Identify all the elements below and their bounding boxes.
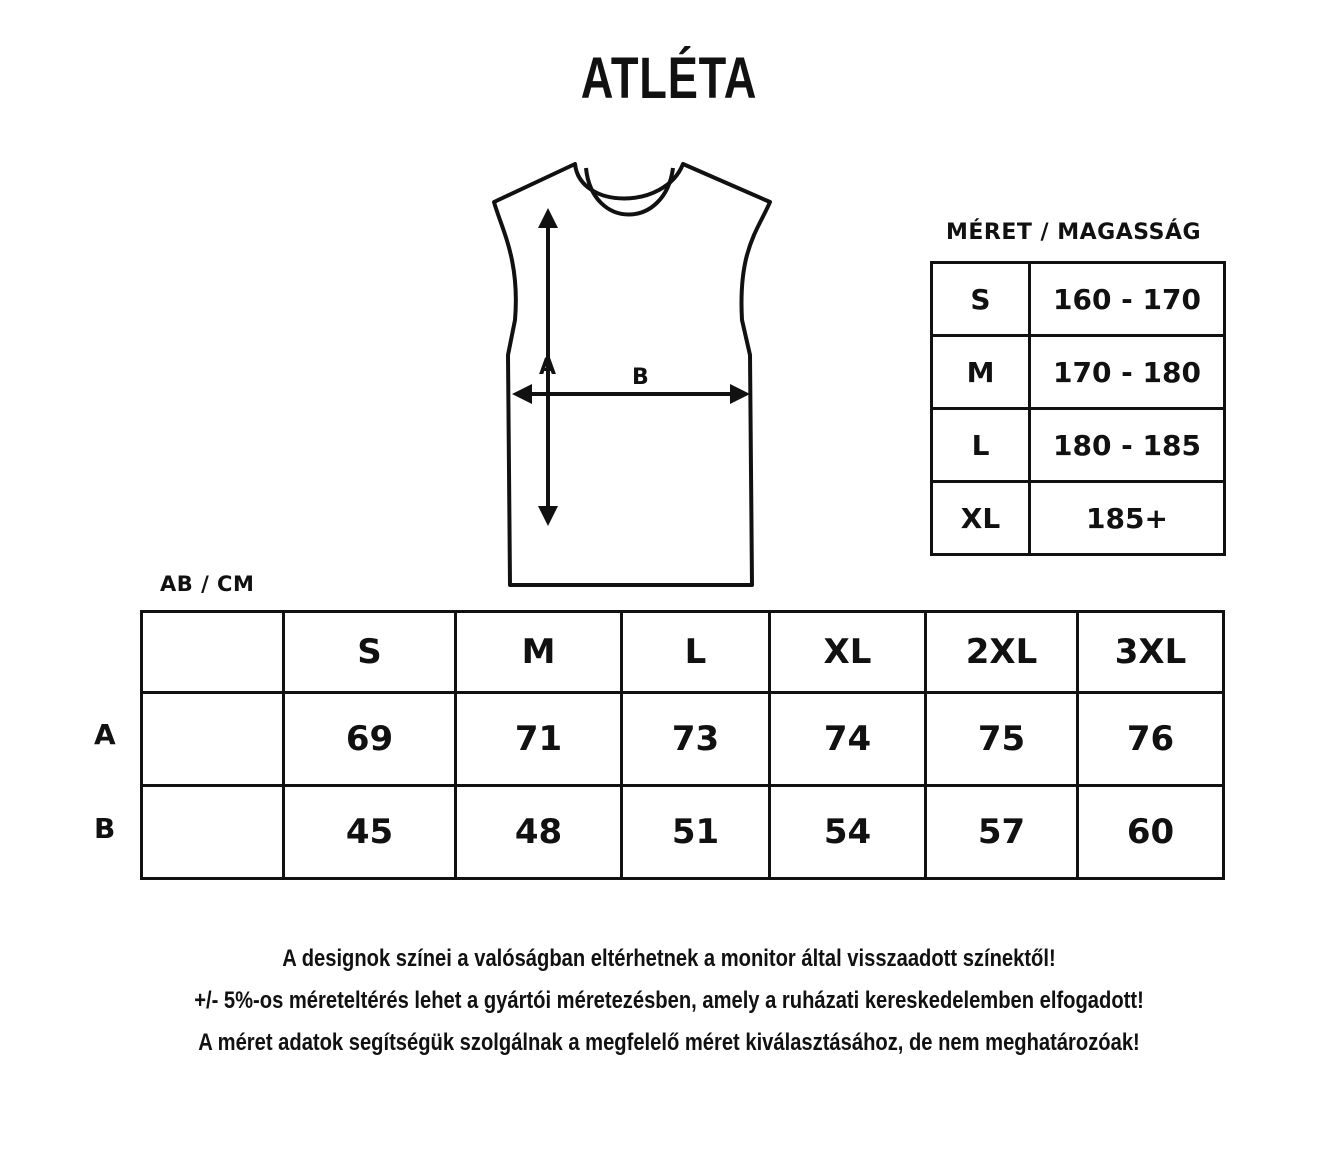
value-cell: 69 bbox=[284, 693, 456, 786]
diagram-label-a: A bbox=[539, 355, 557, 380]
row-label-b: B bbox=[94, 812, 116, 845]
tank-top-outline-icon bbox=[480, 150, 780, 595]
value-cell: 45 bbox=[284, 786, 456, 879]
disclaimer-notes bbox=[0, 938, 1338, 1064]
value-cell: 75 bbox=[926, 693, 1078, 786]
table-row bbox=[142, 693, 1224, 786]
column-header: XL bbox=[770, 612, 926, 693]
value-cell: 57 bbox=[926, 786, 1078, 879]
empty-label-cell bbox=[142, 693, 284, 786]
height-range-cell: 170 - 180 bbox=[1030, 336, 1225, 409]
row-label-a: A bbox=[94, 718, 116, 751]
note-line: +/- 5%-os méreteltérés lehet a gyártói méretezésben, amely a ruházati kereskedelemben elfogadott! bbox=[194, 987, 1144, 1014]
height-range-cell: 180 - 185 bbox=[1030, 409, 1225, 482]
table-row bbox=[932, 263, 1225, 336]
value-cell: 54 bbox=[770, 786, 926, 879]
height-size-cell: L bbox=[932, 409, 1030, 482]
height-table bbox=[930, 261, 1226, 556]
height-size-cell: S bbox=[932, 263, 1030, 336]
page-title: ATLÉTA bbox=[580, 46, 758, 111]
value-cell: 71 bbox=[456, 693, 622, 786]
table-row bbox=[932, 482, 1225, 555]
value-cell: 51 bbox=[622, 786, 770, 879]
value-cell: 73 bbox=[622, 693, 770, 786]
column-header: S bbox=[284, 612, 456, 693]
height-size-cell: XL bbox=[932, 482, 1030, 555]
size-table-title: AB / CM bbox=[160, 572, 255, 596]
value-cell: 74 bbox=[770, 693, 926, 786]
size-table bbox=[140, 610, 1225, 880]
column-header: L bbox=[622, 612, 770, 693]
value-cell: 48 bbox=[456, 786, 622, 879]
column-header: M bbox=[456, 612, 622, 693]
value-cell: 60 bbox=[1078, 786, 1224, 879]
height-range-cell: 160 - 170 bbox=[1030, 263, 1225, 336]
column-header: 3XL bbox=[1078, 612, 1224, 693]
column-header: 2XL bbox=[926, 612, 1078, 693]
value-cell: 76 bbox=[1078, 693, 1224, 786]
table-row bbox=[932, 336, 1225, 409]
table-header-row bbox=[142, 612, 1224, 693]
table-row bbox=[932, 409, 1225, 482]
height-table-title: MÉRET / MAGASSÁG bbox=[946, 220, 1202, 245]
height-size-cell: M bbox=[932, 336, 1030, 409]
note-line: A designok színei a valóságban eltérhetnek a monitor által visszaadott színektől! bbox=[282, 945, 1056, 972]
diagram-label-b: B bbox=[632, 365, 649, 390]
empty-label-cell bbox=[142, 786, 284, 879]
height-range-cell: 185+ bbox=[1030, 482, 1225, 555]
empty-header-cell bbox=[142, 612, 284, 693]
note-line: A méret adatok segítségük szolgálnak a megfelelő méret kiválasztásához, de nem meghatározóak! bbox=[198, 1029, 1140, 1056]
table-row bbox=[142, 786, 1224, 879]
